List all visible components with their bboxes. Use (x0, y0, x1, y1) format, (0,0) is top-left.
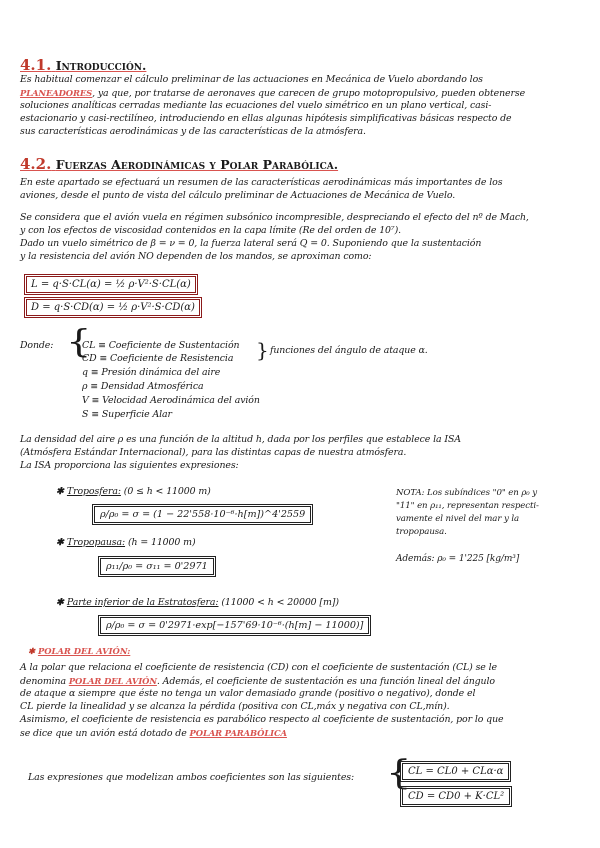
troposphere-equation: ρ/ρ₀ = σ = (1 − 22'558·10⁻⁶·h[m])^4'2559 (94, 506, 311, 523)
aero-line-3: Se considera que el avión vuela en régimen subsónico incompresible, despreciando el efecto del nº de Mach, (20, 212, 529, 223)
stratosphere-label: ✱ Parte inferior de la Estratosfera: (11000 < h < 20000 [m]) (56, 597, 339, 608)
polar-line-4: CL pierde la linealidad y se alcanza la pérdida (positiva con CL,máx y negativa con CL,mín). (20, 701, 450, 712)
polar-line-5: Asimismo, el coeficiente de resistencia es parabólico respecto al coeficiente de sustentación, por lo que (20, 714, 504, 725)
isa-line-2: (Atmósfera Estándar Internacional), para las distintas capas de nuestra atmósfera. (20, 447, 407, 458)
def-q: q ≡ Presión dinámica del aire (82, 367, 221, 378)
note-line-1: NOTA: Los subíndices "0" en ρ₀ y (396, 488, 538, 498)
polar-line-2: denomina POLAR DEL AVIÓN. Además, el coeficiente de sustentación es una función lineal del ángulo (20, 676, 495, 687)
drag-equation-box: D = q·S·CD(α) = ½ ρ·V²·S·CD(α) (26, 299, 200, 316)
polar-line-3: de ataque α siempre que éste no tenga un valor demasiado grande (positivo o negativo), donde el (20, 688, 476, 699)
defs-brace-right: } (256, 338, 269, 362)
rho0-value: Además: ρ₀ = 1'225 [kg/m³] (396, 554, 520, 564)
def-s: S ≡ Superficie Alar (82, 409, 172, 420)
troposphere-label: ✱ Troposfera: (0 ≤ h < 11000 m) (56, 486, 211, 497)
def-cl: CL ≡ Coeficiente de Sustentación (82, 340, 240, 351)
lift-equation-box: L = q·S·CL(α) = ½ ρ·V²·S·CL(α) (26, 276, 196, 293)
cl-linear-equation: CL = CL0 + CLα·α (402, 763, 509, 780)
tropopause-equation: ρ₁₁/ρ₀ = σ₁₁ = 0'2971 (100, 558, 214, 575)
intro-line-4: estacionario y casi-rectilíneo, introduciendo en ellas algunas hipótesis simplificativas básicas respecto de (20, 113, 512, 124)
polar-line-1: A la polar que relaciona el coeficiente de resistencia (CD) con el coeficiente de sustentación (CL) se le (20, 662, 497, 673)
note-line-3: vamente el nivel del mar y la (396, 514, 520, 524)
defs-note: funciones del ángulo de ataque α. (270, 345, 428, 356)
donde-label: Donde: (20, 340, 54, 351)
intro-line-1: Es habitual comenzar el cálculo preliminar de las actuaciones en Mecánica de Vuelo abordando los (20, 74, 483, 85)
note-line-4: tropopausa. (396, 527, 447, 537)
defs-brace: { (66, 323, 92, 361)
polar-expressions-intro: Las expresiones que modelizan ambos coeficientes son las siguientes: (28, 772, 355, 783)
isa-line-3: La ISA proporciona las siguientes expresiones: (20, 460, 239, 471)
def-v: V ≡ Velocidad Aerodinámica del avión (82, 395, 260, 406)
polar-brace: { (386, 753, 412, 793)
note-line-2: "11" en ρ₁₁, representan respecti- (396, 501, 539, 511)
intro-line-3: soluciones analíticas cerradas mediante las ecuaciones del vuelo simétrico en un plano vertical, casi- (20, 100, 492, 111)
aero-line-4: y con los efectos de viscosidad contenidos en la capa límite (Re del orden de 10⁷). (20, 225, 402, 236)
def-cd: CD ≡ Coeficiente de Resistencia (82, 353, 234, 364)
isa-line-1: La densidad del aire ρ es una función de la altitud h, dada por los perfiles que establece la ISA (20, 434, 461, 445)
tropopause-label: ✱ Tropopausa: (h = 11000 m) (56, 537, 196, 548)
intro-line-5: sus características aerodinámicas y de las características de la atmósfera. (20, 126, 366, 137)
aero-line-5: Dado un vuelo simétrico de β = ν = 0, la fuerza lateral será Q = 0. Suponiendo que la sustentación (20, 238, 482, 249)
def-rho: ρ ≡ Densidad Atmosférica (82, 381, 204, 392)
polar-heading: ✱ POLAR DEL AVIÓN: (28, 646, 131, 656)
aero-line-6: y la resistencia del avión NO dependen de los mandos, se aproximan como: (20, 251, 372, 262)
stratosphere-equation: ρ/ρ₀ = σ = 0'2971·exp[−157'69·10⁻⁶·(h[m] − 11000)] (100, 617, 369, 634)
polar-line-6: se dice que un avión está dotado de POLAR PARABÓLICA (20, 728, 287, 739)
section-4-2-heading: 4.2. Fuerzas Aerodinámicas y Polar Parabólica. (20, 155, 339, 173)
cd-parabolic-equation: CD = CD0 + K·CL² (402, 788, 510, 805)
aero-line-2: aviones, desde el punto de vista del cálculo preliminar de Actuaciones de Mecánica de Vuelo. (20, 190, 456, 201)
aero-line-1: En este apartado se efectuará un resumen de las características aerodinámicas más importantes de los (20, 177, 503, 188)
section-4-1-heading: 4.1. Introducción. (20, 56, 147, 74)
intro-line-2: PLANEADORES, ya que, por tratarse de aeronaves que carecen de grupo motopropulsivo, pueden obtenerse (20, 88, 526, 99)
